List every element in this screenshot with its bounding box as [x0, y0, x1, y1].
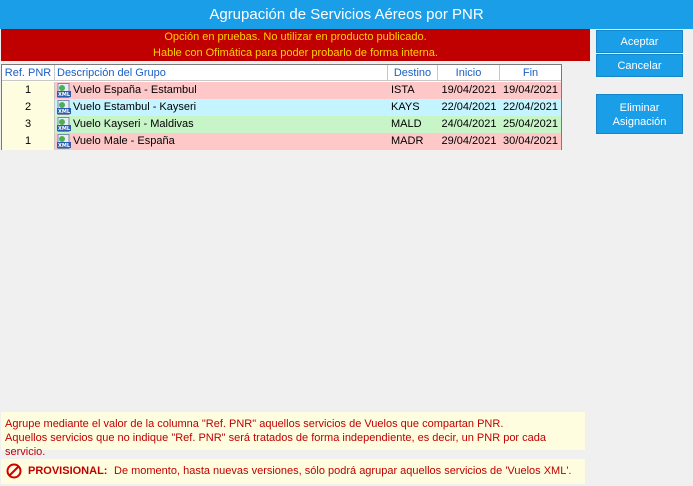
destino-cell[interactable]: MALD — [391, 118, 422, 130]
inicio-cell[interactable]: 29/04/2021 — [441, 135, 497, 147]
descripcion-text: Vuelo España - Estambul — [73, 84, 197, 96]
pnr-grid — [1, 64, 562, 150]
column-header-fin[interactable]: Fin — [500, 65, 561, 81]
info-line-1: Agrupe mediante el valor de la columna "Ref. PNR" aquellos servicios de Vuelos que compartan PNR. — [5, 418, 504, 430]
column-header-ref-pnr[interactable]: Ref. PNR — [2, 65, 55, 81]
fin-cell[interactable]: 25/04/2021 — [502, 118, 559, 130]
ref-pnr-cell[interactable]: 1 — [2, 82, 55, 99]
warning-banner-testing: Opción en pruebas. No utilizar en producto publicado. — [1, 29, 590, 45]
cancelar-button[interactable] — [596, 54, 683, 77]
column-header-descripcion[interactable]: Descripción del Grupo — [55, 65, 388, 81]
eliminar-asignacion-button[interactable] — [596, 94, 683, 134]
provisional-label: PROVISIONAL: — [28, 465, 108, 477]
eliminar-label-line2: Asignación — [612, 116, 667, 128]
descripcion-text: Vuelo Kayseri - Maldivas — [73, 118, 194, 130]
provisional-note — [1, 459, 585, 484]
warning-banner-contact: Hable con Ofimática para poder probarlo de forma interna. — [1, 45, 590, 61]
descripcion-text: Vuelo Male - España — [73, 135, 175, 147]
fin-cell[interactable]: 30/04/2021 — [502, 135, 559, 147]
column-header-destino[interactable]: Destino — [388, 65, 438, 81]
table-row[interactable] — [2, 99, 561, 116]
descripcion-cell[interactable] — [55, 82, 388, 99]
aceptar-button[interactable] — [596, 30, 683, 53]
inicio-cell[interactable]: 24/04/2021 — [441, 118, 497, 130]
info-line-2: Aquellos servicios que no indique "Ref. PNR" será tratados de forma independiente, es decir, un PNR por cada servicio. — [5, 432, 547, 458]
descripcion-cell[interactable] — [55, 116, 388, 133]
provisional-text: De momento, hasta nuevas versiones, sólo podrá agrupar aquellos servicios de 'Vuelos XML'. — [114, 465, 572, 477]
inicio-cell[interactable]: 19/04/2021 — [441, 84, 497, 96]
no-entry-icon — [6, 463, 22, 479]
table-row[interactable] — [2, 116, 561, 133]
inicio-cell[interactable]: 22/04/2021 — [441, 101, 497, 113]
svg-text:XML: XML — [57, 92, 71, 98]
aceptar-label: Aceptar — [620, 36, 659, 48]
destino-cell[interactable]: KAYS — [391, 101, 420, 113]
descripcion-cell[interactable] — [55, 133, 388, 150]
xml-file-icon — [57, 83, 71, 98]
eliminar-label-line1: Eliminar — [619, 102, 660, 114]
fin-cell[interactable]: 19/04/2021 — [502, 84, 559, 96]
cancelar-label: Cancelar — [617, 60, 662, 72]
destino-cell[interactable]: ISTA — [391, 84, 415, 96]
xml-file-icon — [57, 117, 71, 132]
svg-text:XML: XML — [57, 109, 71, 115]
ref-pnr-cell[interactable]: 3 — [2, 116, 55, 133]
xml-file-icon — [57, 134, 71, 149]
descripcion-text: Vuelo Estambul - Kayseri — [73, 101, 197, 113]
info-note — [1, 412, 585, 458]
ref-pnr-cell[interactable]: 1 — [2, 133, 55, 150]
column-header-inicio[interactable]: Inicio — [438, 65, 500, 81]
table-row[interactable] — [2, 133, 561, 150]
descripcion-cell[interactable] — [55, 99, 388, 116]
svg-text:XML: XML — [57, 126, 71, 132]
table-row[interactable] — [2, 82, 561, 99]
xml-file-icon — [57, 100, 71, 115]
fin-cell[interactable]: 22/04/2021 — [502, 101, 559, 113]
ref-pnr-cell[interactable]: 2 — [2, 99, 55, 116]
destino-cell[interactable]: MADR — [391, 135, 424, 147]
window-title: Agrupación de Servicios Aéreos por PNR — [0, 0, 693, 29]
svg-text:XML: XML — [57, 143, 71, 149]
